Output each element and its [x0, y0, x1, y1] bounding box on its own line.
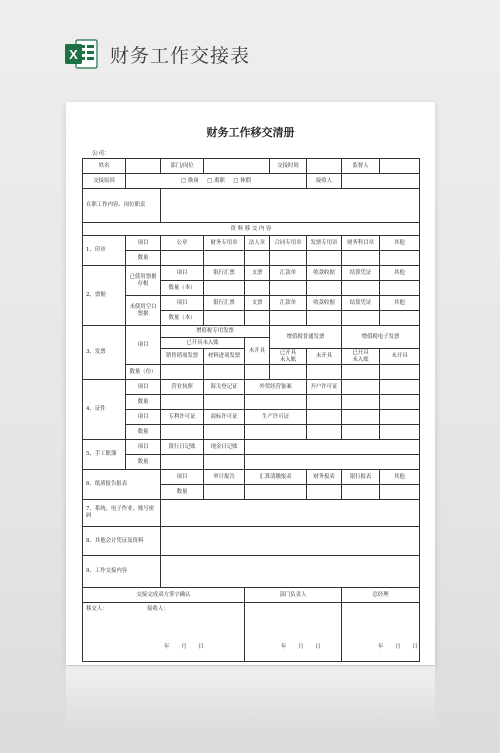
bills-col: 汇款单 [270, 296, 307, 311]
cell-item: 项目 [126, 236, 161, 251]
sign-header [83, 588, 420, 603]
handover-form-table [82, 158, 420, 662]
vat-normal: 增值税普通发票 [270, 326, 342, 349]
vat-special: 增值税专用发票 [161, 326, 270, 338]
sign-body [83, 603, 420, 662]
seal-col: 合同专用章 [270, 236, 307, 251]
page-reflection [66, 666, 435, 726]
bills-col: 汇款单 [270, 266, 307, 281]
row-others [83, 527, 420, 556]
reports-row [83, 470, 420, 485]
sales-invoice: 销售销项发票 [161, 349, 204, 365]
sign-gm-area[interactable] [342, 603, 420, 662]
cert-col: 开户许可证 [307, 380, 342, 395]
e-not-issued: 未开具 [380, 349, 420, 365]
checkbox-icon[interactable]: □ [181, 177, 187, 184]
cell-item: 项目 [126, 440, 161, 455]
bills-col: 结算凭证 [342, 296, 380, 311]
cert-col: 商标许可证 [204, 410, 245, 425]
section-bills: 2、票据 [83, 266, 126, 326]
bills-col: 银行汇票 [204, 266, 245, 281]
bills-col: 收款收据 [307, 266, 342, 281]
input-name[interactable] [126, 159, 161, 174]
reason-options [126, 174, 307, 189]
bills-used: 已使用票据存根 [126, 266, 161, 296]
cell-item: 项目 [126, 410, 161, 425]
bills-col: 其他 [380, 296, 420, 311]
invoice-row-head [83, 326, 420, 338]
section-cert: 4、证件 [83, 380, 126, 440]
not-issued: 未开具 [245, 338, 270, 365]
row-systems [83, 500, 420, 527]
checkbox-icon[interactable]: □ [207, 177, 213, 184]
label-job-content: 在职工作内容、岗位职责 [83, 189, 161, 223]
row-basic-info [83, 159, 420, 174]
bills-col: 支票 [245, 266, 270, 281]
sign-both: 交接完成双方签字确认 [83, 588, 245, 603]
cell-qty: 数量 [126, 425, 161, 440]
bills-col: 银行汇票 [204, 296, 245, 311]
label-reason: 交接原因 [83, 174, 126, 189]
option-change-post: 换岗 [187, 177, 199, 184]
cert-col: 专利许可证 [161, 410, 204, 425]
invoice-row-qty [83, 365, 420, 380]
reports-col: 其他 [380, 470, 420, 485]
section-invoice: 3、发票 [83, 326, 126, 380]
cell-item: 项目 [161, 296, 204, 311]
row-job-content [83, 189, 420, 223]
cell-qty: 数量（份） [126, 365, 161, 380]
label-receiver: 接收人 [307, 174, 342, 189]
cell-item: 项目 [161, 470, 204, 485]
books-qty [83, 455, 420, 470]
reports-col: 审计报告 [204, 470, 245, 485]
section-books: 5、手工账簿 [83, 440, 126, 470]
cell-item: 项目 [126, 380, 161, 395]
cell-item: 项目 [161, 266, 204, 281]
sign-dept-head: 部门负责人 [245, 588, 342, 603]
excel-icon [64, 38, 98, 70]
label-time: 交接时间 [270, 159, 307, 174]
label-supervisor: 监督人 [342, 159, 380, 174]
section-handover: 9、工作交接内容 [83, 556, 161, 588]
seal-row-items [83, 236, 420, 251]
normal-issued: 已开具 未入账 [270, 349, 307, 365]
books-row [83, 440, 420, 455]
cell-qty: 数量 [161, 485, 204, 500]
books-col: 现金日记账 [204, 440, 245, 455]
issued-unposted: 已开具未入账 [161, 338, 245, 349]
bills-col: 结算凭证 [342, 266, 380, 281]
svg-text:X: X [69, 47, 78, 62]
materials-header: 资 料 移 交 内 容 [83, 223, 420, 236]
vat-electronic: 增值税电子发票 [342, 326, 420, 349]
input-receiver[interactable] [342, 174, 420, 189]
material-invoice: 材料进项发票 [204, 349, 245, 365]
option-resign: 离职 [214, 177, 225, 184]
seal-col: 法人章 [245, 236, 270, 251]
row-handover [83, 556, 420, 588]
seal-col: 公章 [161, 236, 204, 251]
input-job-content[interactable] [161, 189, 420, 223]
option-leave: 休假 [240, 177, 251, 184]
cert-qty-2 [83, 425, 420, 440]
cert-col: 生产许可证 [245, 410, 307, 425]
sign-gm: 总经理 [342, 588, 420, 603]
row-reason [83, 174, 420, 189]
seal-col: 财务科目章 [342, 236, 380, 251]
row-materials-header [83, 223, 420, 236]
cert-col: 外贸经营备案 [245, 380, 307, 395]
cell-qty: 数量 [126, 395, 161, 410]
bills-col: 支票 [245, 296, 270, 311]
section-systems: 7、系统、电子作业、账号密码 [83, 500, 161, 527]
reports-col: 汇算清缴报表 [245, 470, 307, 485]
date-dept-head: 年 月 日 [281, 644, 326, 650]
cell-qty: 数量 [126, 251, 161, 266]
label-name: 姓名 [83, 159, 126, 174]
books-col: 银行日记账 [161, 440, 204, 455]
input-dept[interactable] [204, 159, 270, 174]
cell-qty: 数量（本） [161, 311, 204, 326]
label-dept: 部门/岗位 [161, 159, 204, 174]
cert-col: 海关登记证 [204, 380, 245, 395]
cert-qty-1 [83, 395, 420, 410]
cert-col: 营业执照 [161, 380, 204, 395]
seal-col: 其他 [380, 236, 420, 251]
cert-row-1 [83, 380, 420, 395]
date-gm: 年 月 日 [378, 644, 423, 650]
reports-col: 财务报表 [307, 470, 342, 485]
document-page [66, 102, 435, 665]
section-others: 8、其他会计凭证及资料 [83, 527, 161, 556]
seal-col: 发票专用章 [307, 236, 342, 251]
bills-used-items [83, 266, 420, 281]
input-time[interactable] [307, 159, 342, 174]
bills-unused-items [83, 296, 420, 311]
cell-qty: 数量（本） [161, 281, 204, 296]
page-header [0, 0, 500, 100]
normal-not-issued: 未开具 [307, 349, 342, 365]
cert-row-2 [83, 410, 420, 425]
cell-item: 项目 [126, 326, 161, 365]
bills-col: 收款收据 [307, 296, 342, 311]
section-reports: 6、纸质报告报表 [83, 470, 161, 500]
bills-unused: 未使用空白票据 [126, 296, 161, 326]
company-label: 公司： [92, 150, 111, 157]
sign-both-area[interactable] [83, 603, 245, 662]
e-issued: 已开具 未入账 [342, 349, 380, 365]
checkbox-icon[interactable]: □ [233, 177, 239, 184]
input-supervisor[interactable] [380, 159, 420, 174]
section-seal: 1、印章 [83, 236, 126, 266]
document-title: 财务工作移交清册 [206, 126, 295, 139]
bills-col: 其他 [380, 266, 420, 281]
seal-col: 财务专用章 [204, 236, 245, 251]
cell-qty: 数量 [126, 455, 161, 470]
date-sign-both: 年 月 日 [164, 644, 209, 650]
sign-dept-area[interactable] [245, 603, 342, 662]
app-title: 财务工作交接表 [110, 45, 251, 67]
receiver-label: 接收人： [147, 606, 169, 612]
giver-label: 移交人： [86, 606, 108, 612]
reports-col: 银行报表 [342, 470, 380, 485]
seal-row-qty [83, 251, 420, 266]
